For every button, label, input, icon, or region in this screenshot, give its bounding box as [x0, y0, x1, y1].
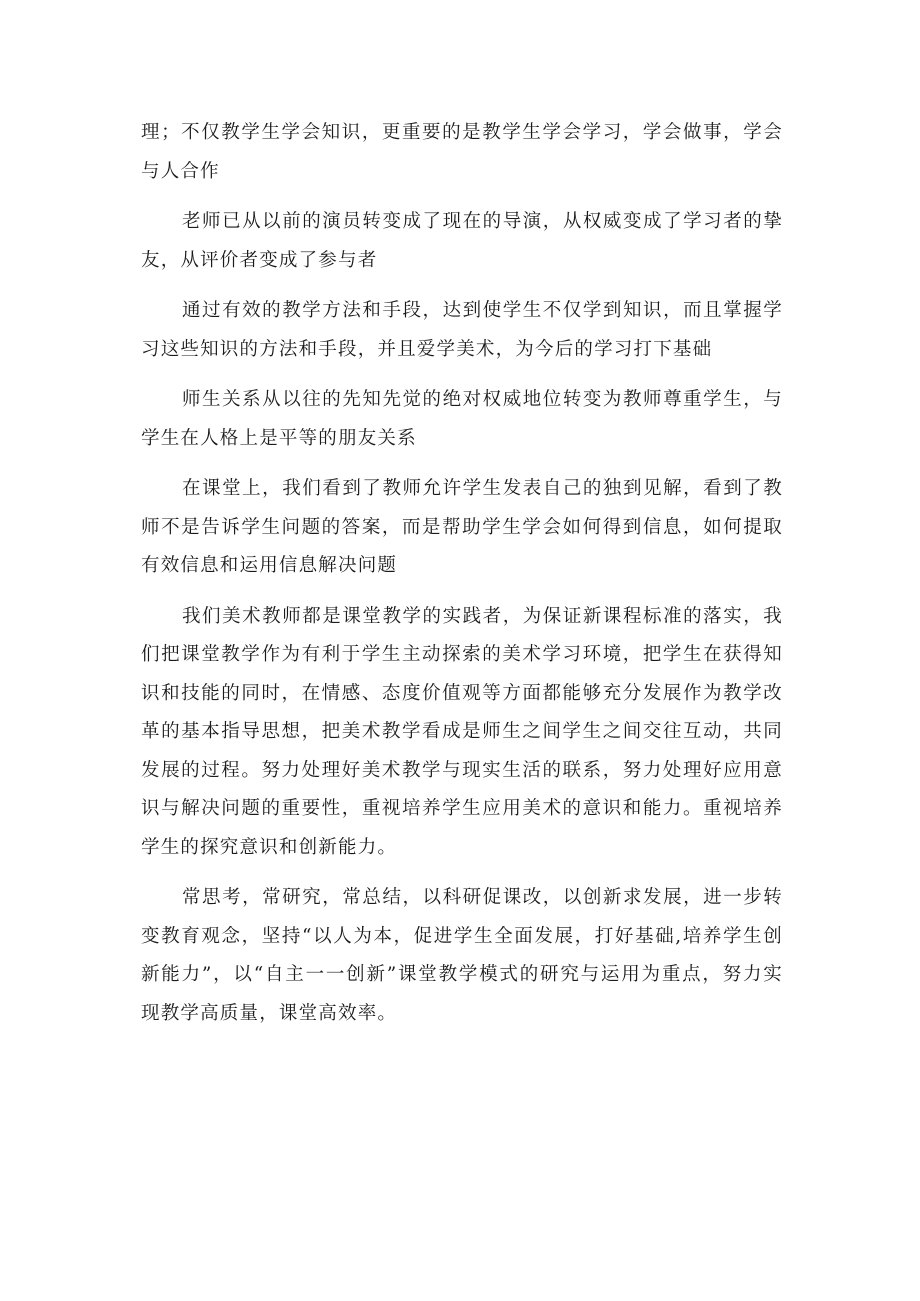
paragraph-art-teachers: 我们美术教师都是课堂教学的实践者，为保证新课程标准的落实，我们把课堂教学作为有利于学生主动探索的美术学习环境，把学生在获得知识和技能的同时，在情感、态度价值观等方面都能够充分发展作为教学改革的基本指导思想，把美术教学看成是师生之间学生之间交往互动，共同发展的过程。努力处理好美术教学与现实生活的联系，努力处理好应用意识与解决问题的重要性，重视培养学生应用美术的意识和能力。重视培养学生的探究意识和创新能力。 — [141, 605, 783, 858]
paragraph-teaching-methods: 通过有效的教学方法和手段，达到使学生不仅学到知识，而且掌握学习这些知识的方法和手段，并且爱学美术，为今后的学习打下基础 — [141, 300, 783, 360]
paragraph-teacher-student-relationship: 师生关系从以往的先知先觉的绝对权威地位转变为教师尊重学生，与学生在人格上是平等的朋友关系 — [141, 389, 783, 449]
paragraph-teacher-role: 老师已从以前的演员转变成了现在的导演，从权威变成了学习者的挚友，从评价者变成了参与者 — [141, 211, 783, 271]
paragraph-continuation: 理；不仅教学生学会知识，更重要的是教学生学会学习，学会做事，学会与人合作 — [141, 122, 783, 182]
document-body — [141, 114, 783, 1045]
paragraph-reflection: 常思考，常研究，常总结，以科研促课改，以创新求发展，进一步转变教育观念，坚持“以人为本，促进学生全面发展，打好基础,培养学生创新能力”，以“自主一一创新”课堂教学模式的研究与运用为重点，努力实现教学高质量，课堂高效率。 — [141, 887, 783, 1024]
paragraph-classroom: 在课堂上，我们看到了教师允许学生发表自己的独到见解，看到了教师不是告诉学生问题的答案，而是帮助学生学会如何得到信息，如何提取有效信息和运用信息解决问题 — [141, 478, 783, 576]
